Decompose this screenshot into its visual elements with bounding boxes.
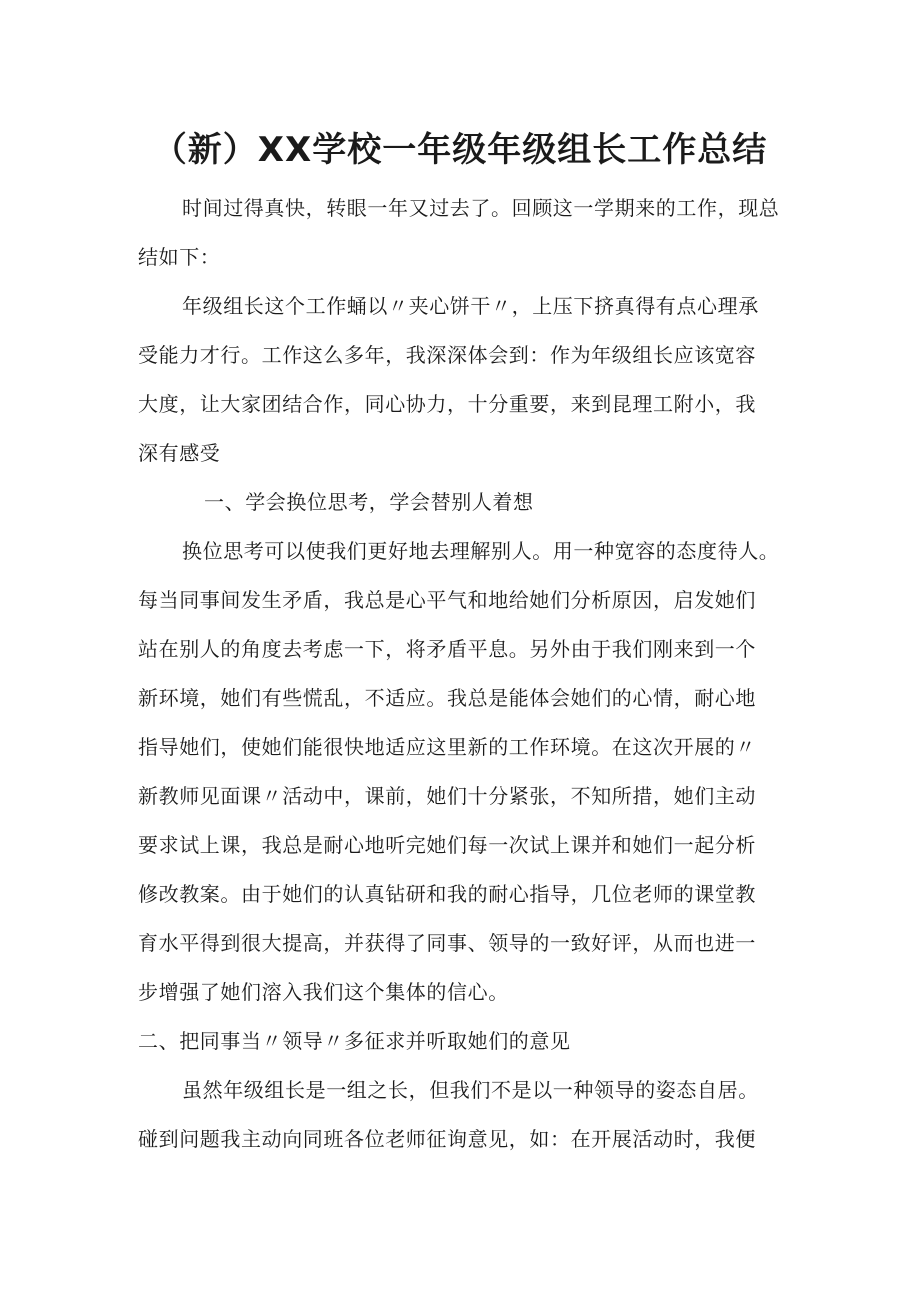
- para1-line-2: 受能力才行。工作这么多年，我深深体会到：作为年级组长应该宽容: [138, 343, 756, 367]
- intro-line-2: 结如下：: [138, 245, 221, 269]
- section1-heading: 一、学会换位思考，学会替别人着想: [204, 490, 534, 514]
- section1-line-2: 每当同事间发生矛盾，我总是心平气和地给她们分析原因，启发她们: [138, 588, 756, 612]
- section1-line-6: 新教师见面课〃活动中，课前，她们十分紧张，不知所措，她们主动: [138, 784, 756, 808]
- section2-line-2: 碰到问题我主动向同班各位老师征询意见，如：在开展活动时，我便: [138, 1127, 756, 1151]
- section1-line-10: 步增强了她们溶入我们这个集体的信心。: [138, 980, 509, 1004]
- section1-line-5: 指导她们，使她们能很快地适应这里新的工作环境。在这次开展的〃: [138, 735, 756, 759]
- document-title: （新）XX学校一年级年级组长工作总结: [152, 130, 768, 170]
- section1-line-4: 新环境，她们有些慌乱，不适应。我总是能体会她们的心情，耐心地: [138, 686, 756, 710]
- section2-heading: 二、把同事当〃领导〃多征求并听取她们的意见: [138, 1029, 571, 1053]
- section1-line-3: 站在别人的角度去考虑一下，将矛盾平息。另外由于我们刚来到一个: [138, 637, 756, 661]
- para1-line-1: 年级组长这个工作蛹以〃夹心饼干〃，上压下挤真得有点心理承: [182, 294, 759, 318]
- section1-line-9: 育水平得到很大提高，并获得了同事、领导的一致好评，从而也进一: [138, 931, 756, 955]
- section1-line-7: 要求试上课，我总是耐心地听完她们每一次试上课并和她们一起分析: [138, 833, 756, 857]
- intro-line-1: 时间过得真快，转眼一年又过去了。回顾这一学期来的工作，现总: [182, 196, 780, 220]
- section2-line-1: 虽然年级组长是一组之长，但我们不是以一种领导的姿态自居。: [182, 1078, 759, 1102]
- section1-line-1: 换位思考可以使我们更好地去理解别人。用一种宽容的态度待人。: [182, 539, 780, 563]
- section1-line-8: 修改教案。由于她们的认真钻研和我的耐心指导，几位老师的课堂教: [138, 882, 756, 906]
- para1-line-4: 深有感受: [138, 441, 221, 465]
- para1-line-3: 大度，让大家团结合作，同心协力，十分重要，来到昆理工附小，我: [138, 392, 756, 416]
